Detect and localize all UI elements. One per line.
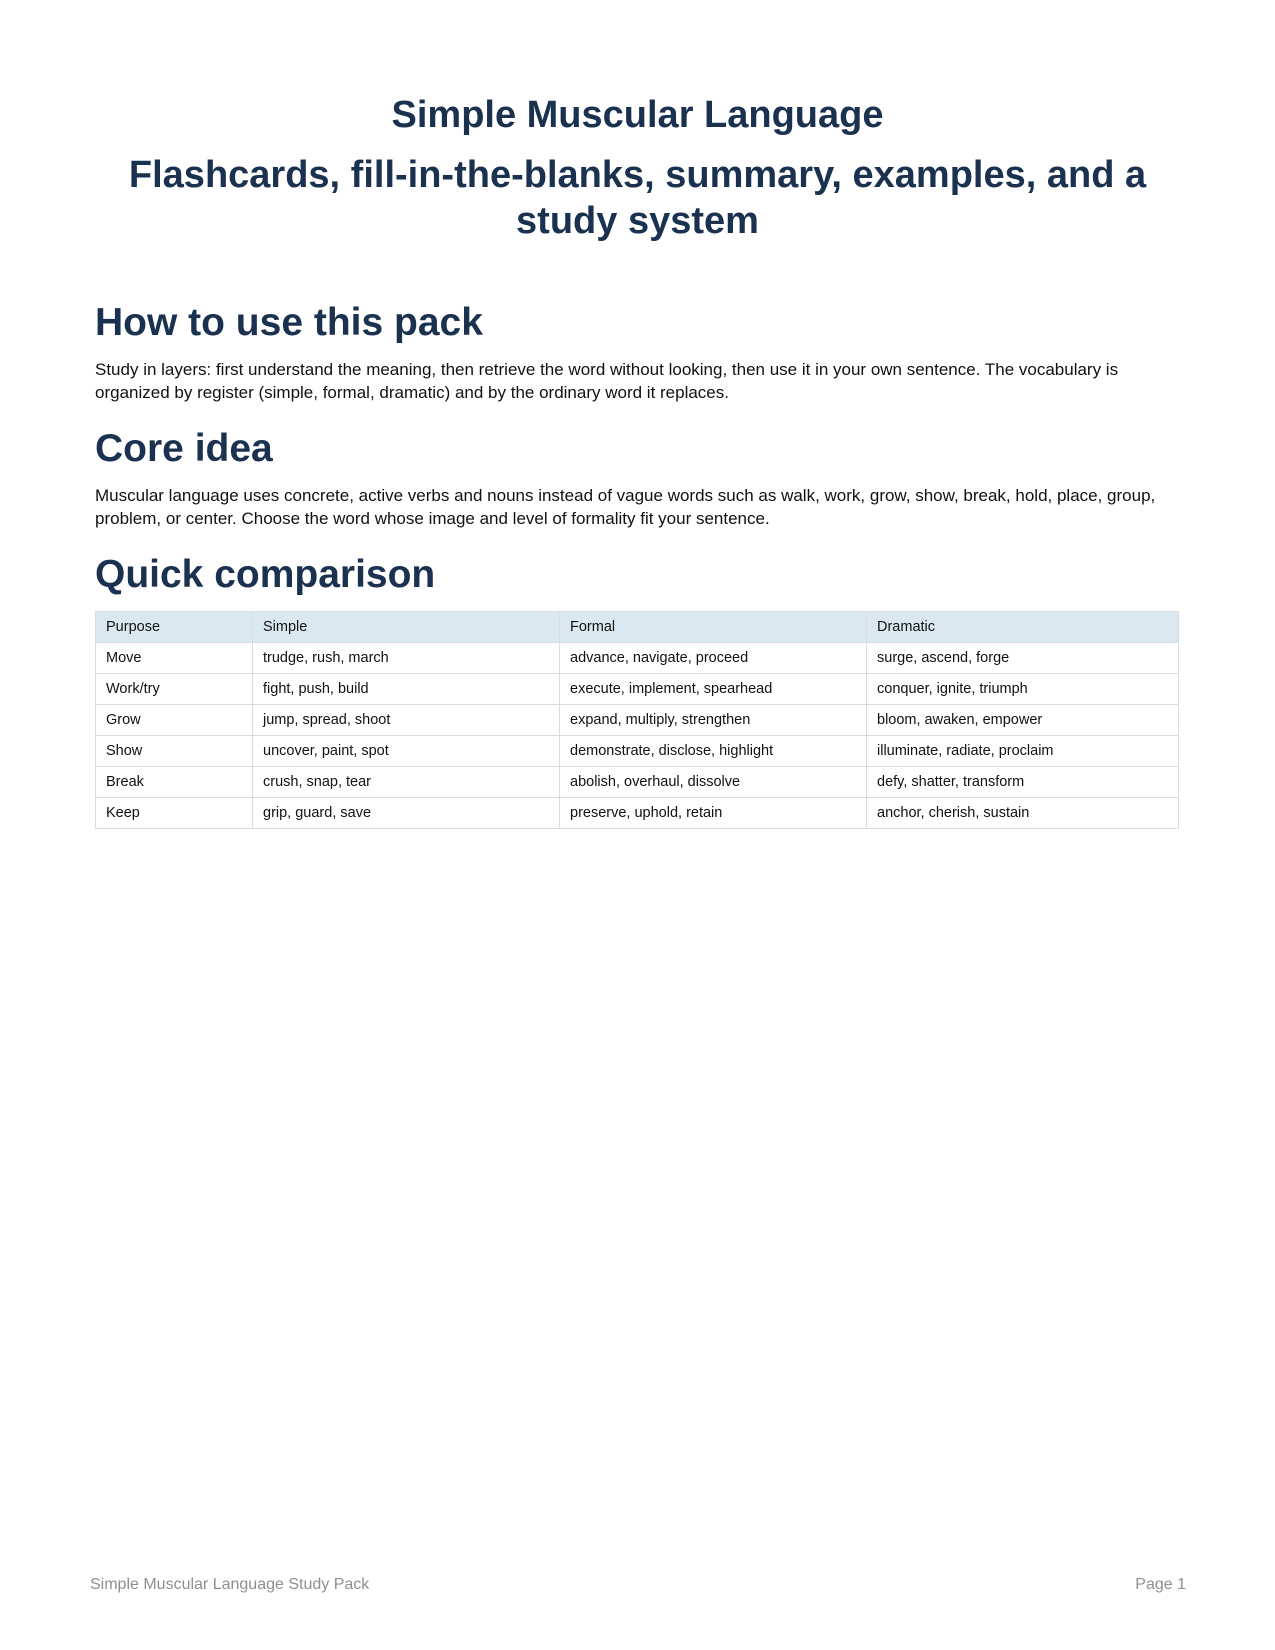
quick-comparison-heading: Quick comparison — [95, 553, 436, 596]
core-idea-section — [95, 426, 1180, 530]
purpose-cell: Keep — [96, 798, 253, 829]
dramatic-cell: anchor, cherish, sustain — [867, 798, 1179, 829]
table-row — [96, 705, 1179, 736]
document-title: Simple Muscular Language — [391, 94, 884, 136]
simple-cell: trudge, rush, march — [253, 643, 560, 674]
simple-cell: fight, push, build — [253, 674, 560, 705]
formal-cell: expand, multiply, strengthen — [560, 705, 867, 736]
core-idea-heading: Core idea — [95, 427, 273, 470]
column-header-dramatic: Dramatic — [867, 612, 1179, 643]
table-row — [96, 798, 1179, 829]
purpose-cell: Work/try — [96, 674, 253, 705]
comparison-table-header — [96, 612, 1179, 643]
purpose-cell: Show — [96, 736, 253, 767]
core-idea-text: Muscular language uses concrete, active verbs and nouns instead of vague words such as walk, work, grow, show, break, hold, place, group, problem, or center. Choose the word whose image and level of formality fit your sentence. — [95, 486, 1156, 528]
column-header-purpose: Purpose — [96, 612, 253, 643]
comparison-table-body — [96, 643, 1179, 829]
footer-document-name: Simple Muscular Language Study Pack — [90, 1576, 370, 1593]
how-to-use-text: Study in layers: first understand the meaning, then retrieve the word without looking, then use it in your own sentence. The vocabulary is organized by register (simple, formal, dramatic) and by the ordinary word it replaces. — [95, 360, 1119, 402]
document-subtitle: Flashcards, fill-in-the-blanks, summary, examples, and a study system — [128, 154, 1147, 242]
purpose-cell: Grow — [96, 705, 253, 736]
dramatic-cell: illuminate, radiate, proclaim — [867, 736, 1179, 767]
how-to-use-heading: How to use this pack — [95, 301, 483, 344]
how-to-use-section — [95, 300, 1180, 404]
page-number: Page 1 — [1135, 1576, 1186, 1593]
document-content — [95, 300, 1180, 829]
dramatic-cell: defy, shatter, transform — [867, 767, 1179, 798]
formal-cell: advance, navigate, proceed — [560, 643, 867, 674]
formal-cell: abolish, overhaul, dissolve — [560, 767, 867, 798]
purpose-cell: Break — [96, 767, 253, 798]
column-header-formal: Formal — [560, 612, 867, 643]
dramatic-cell: bloom, awaken, empower — [867, 705, 1179, 736]
table-row — [96, 674, 1179, 705]
table-row — [96, 736, 1179, 767]
formal-cell: demonstrate, disclose, highlight — [560, 736, 867, 767]
simple-cell: uncover, paint, spot — [253, 736, 560, 767]
formal-cell: preserve, uphold, retain — [560, 798, 867, 829]
formal-cell: execute, implement, spearhead — [560, 674, 867, 705]
simple-cell: jump, spread, shoot — [253, 705, 560, 736]
table-row — [96, 643, 1179, 674]
dramatic-cell: conquer, ignite, triumph — [867, 674, 1179, 705]
quick-comparison-section — [95, 552, 1180, 829]
table-header-row — [96, 612, 1179, 643]
comparison-table — [95, 611, 1179, 829]
simple-cell: grip, guard, save — [253, 798, 560, 829]
simple-cell: crush, snap, tear — [253, 767, 560, 798]
column-header-simple: Simple — [253, 612, 560, 643]
title-block — [120, 92, 1155, 244]
dramatic-cell: surge, ascend, forge — [867, 643, 1179, 674]
table-row — [96, 767, 1179, 798]
purpose-cell: Move — [96, 643, 253, 674]
